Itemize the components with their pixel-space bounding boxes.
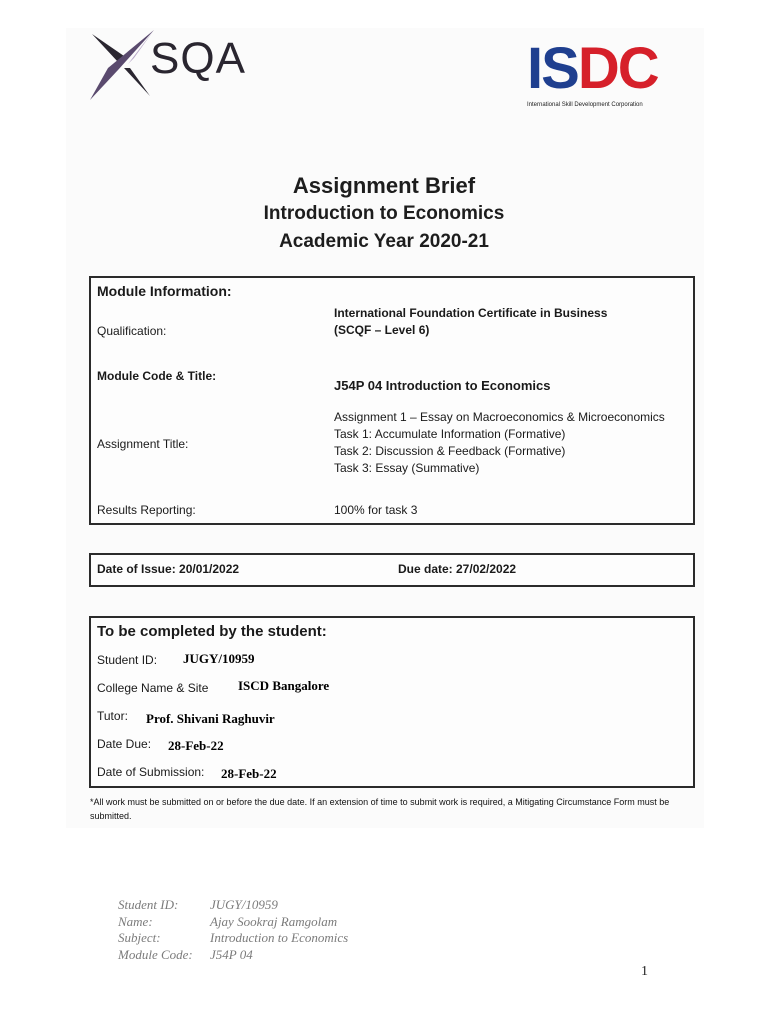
module-code-value: J54P 04 Introduction to Economics xyxy=(334,378,551,393)
module-information-heading: Module Information: xyxy=(97,283,232,299)
qualification-value-line-2: (SCQF – Level 6) xyxy=(334,323,430,337)
academic-year: Academic Year 2020-21 xyxy=(279,231,489,252)
qualification-label: Qualification: xyxy=(97,324,167,338)
student-section-heading: To be completed by the student: xyxy=(97,623,327,640)
date-of-submission-label: Date of Submission: xyxy=(97,765,205,779)
assignment-line: Task 3: Essay (Summative) xyxy=(334,461,480,475)
footer-row xyxy=(118,897,348,914)
tutor-value: Prof. Shivani Raghuvir xyxy=(146,711,275,726)
results-reporting-label: Results Reporting: xyxy=(97,503,196,517)
assignment-line: Task 1: Accumulate Information (Formative) xyxy=(334,427,566,441)
student-box xyxy=(89,616,695,788)
footer-row xyxy=(118,947,348,964)
footer-value: J54P 04 xyxy=(210,946,253,962)
sqa-logo-mark xyxy=(88,28,156,102)
isdc-letter: S xyxy=(541,36,578,101)
footer-key: Name: xyxy=(118,913,153,929)
qualification-value-line-1: International Foundation Certificate in Business xyxy=(334,306,608,320)
page-number: 1 xyxy=(641,964,648,979)
footer-key: Subject: xyxy=(118,930,161,945)
isdc-letter: D xyxy=(577,36,618,101)
date-of-issue: Date of Issue: 20/01/2022 xyxy=(97,562,240,576)
college-label: College Name & Site xyxy=(97,681,209,695)
isdc-letter: C xyxy=(617,36,658,101)
assignment-title-label: Assignment Title: xyxy=(97,437,189,451)
document-title: Assignment Brief xyxy=(292,173,476,198)
submission-note: *All work must be submitted on or before the due date. If an extension of time to submit work is required, a Mitigating Circumstance Form must be submitted. xyxy=(90,797,670,821)
isdc-logo-letters xyxy=(527,36,659,101)
title-block xyxy=(0,172,768,256)
student-id-label: Student ID: xyxy=(97,653,158,667)
tutor-label: Tutor: xyxy=(97,709,128,723)
due-date: Due date: 27/02/2022 xyxy=(398,562,517,576)
footer-key: Module Code: xyxy=(118,946,193,962)
isdc-logo-subtitle: International Skill Development Corporation xyxy=(527,102,643,108)
footer-row xyxy=(118,914,348,931)
results-reporting-value: 100% for task 3 xyxy=(334,503,418,517)
footer-value: Ajay Sookraj Ramgolam xyxy=(210,913,338,929)
document-subtitle: Introduction to Economics xyxy=(263,203,505,224)
footer-value: Introduction to Economics xyxy=(210,930,349,945)
footer-key: Student ID: xyxy=(118,897,179,912)
student-id-value: JUGY/10959 xyxy=(183,651,255,666)
footer-value: JUGY/10959 xyxy=(210,897,278,912)
date-due-value: 28-Feb-22 xyxy=(168,738,224,753)
college-value: ISCD Bangalore xyxy=(238,678,330,693)
isdc-letter: I xyxy=(527,36,542,101)
document-footer xyxy=(118,897,348,963)
date-of-submission-value: 28-Feb-22 xyxy=(221,766,277,781)
assignment-line: Task 2: Discussion & Feedback (Formative) xyxy=(334,444,566,458)
module-code-label: Module Code & Title: xyxy=(97,369,217,383)
isdc-logo xyxy=(527,36,659,110)
assignment-line: Assignment 1 – Essay on Macroeconomics & Microeconomics xyxy=(334,410,665,424)
footer-row xyxy=(118,930,348,947)
assignment-title-lines xyxy=(334,409,665,477)
date-due-label: Date Due: xyxy=(97,737,152,751)
sqa-logo-text: SQA xyxy=(150,34,246,83)
